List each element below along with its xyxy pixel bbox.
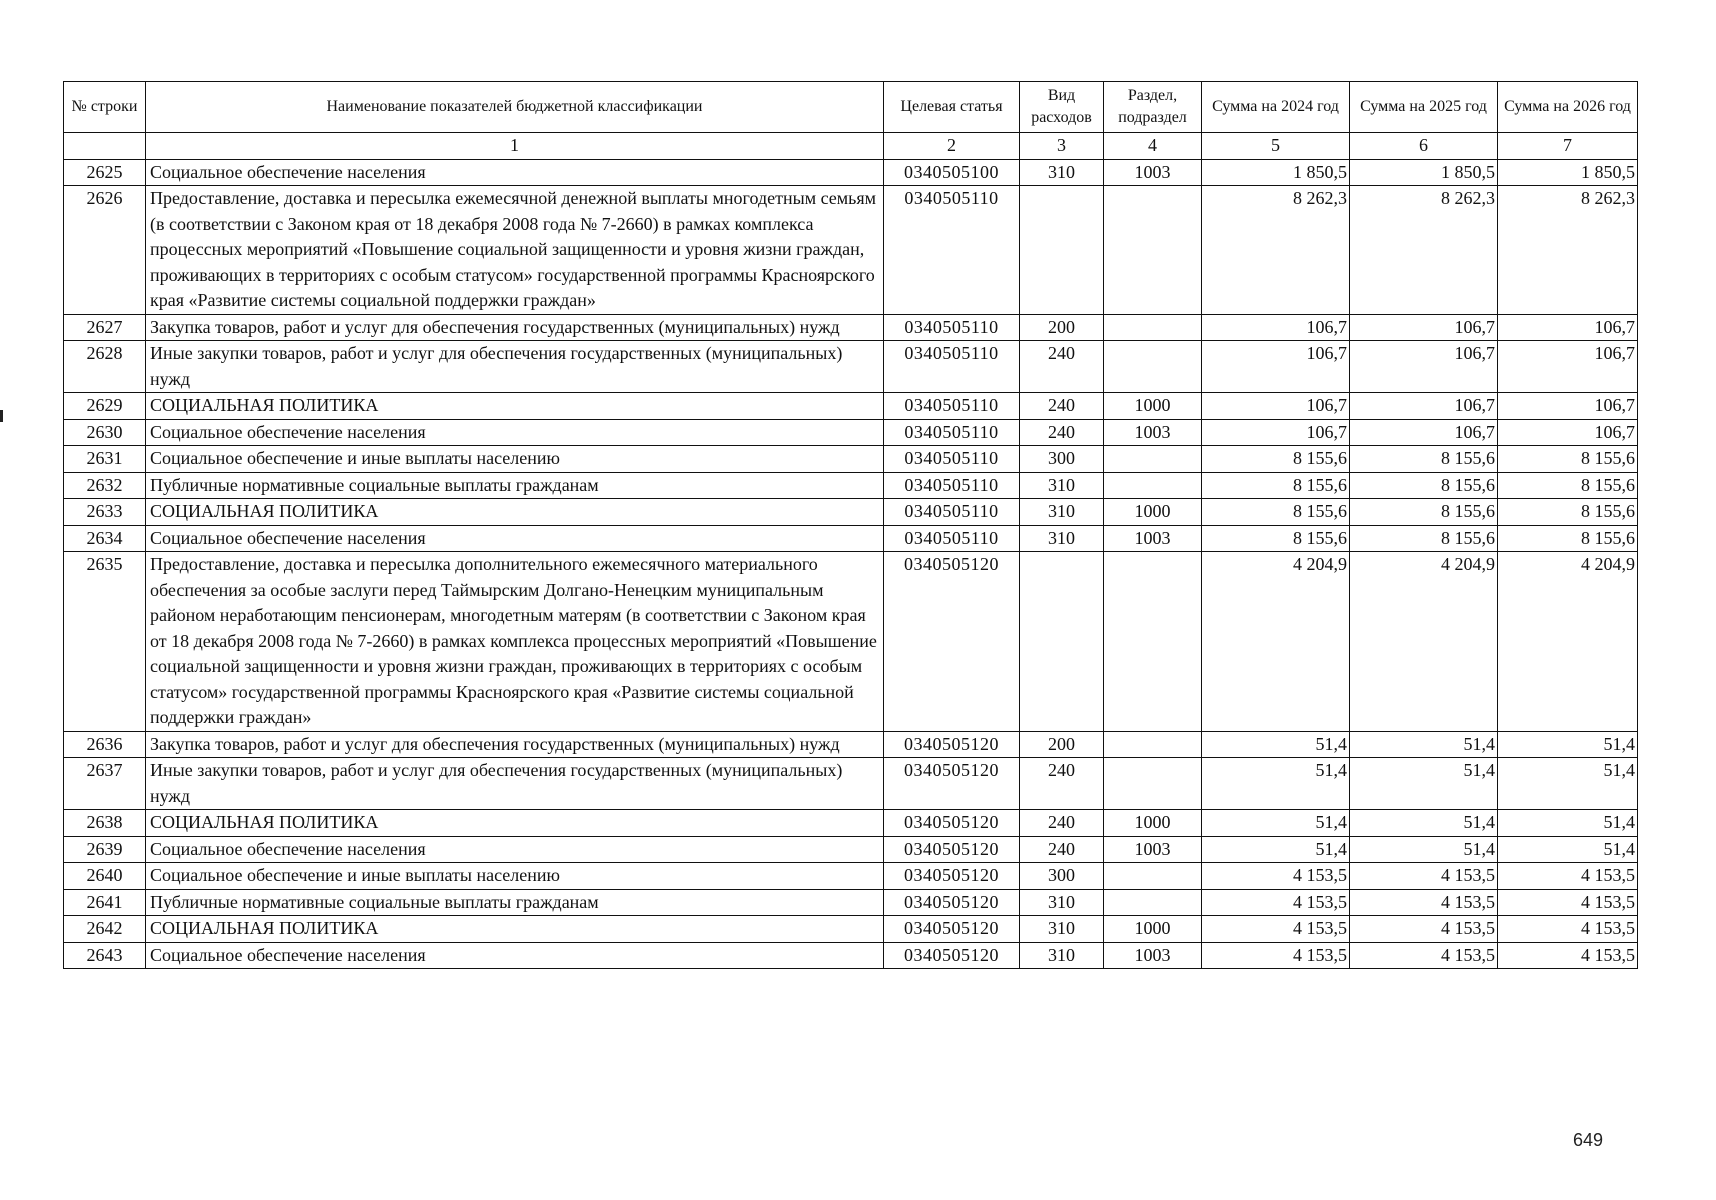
- row-section: [1104, 758, 1202, 810]
- row-expense-type: 310: [1020, 159, 1104, 186]
- row-name: Предоставление, доставка и пересылка дополнительного ежемесячного материального обеспечения за особые заслуги перед Таймырским Долгано-Ненецким муниципальным районом неработающим пенсионерам, многодетным матерям (в соответствии с Законом края от 18 декабря 2008 года № 7-2660) в рамках комплекса процессных мероприятий «Повышение социальной защищенности и уровня жизни граждан, проживающих в территориях с особым статусом» государственной программы Красноярского края «Развитие системы социальной поддержки граждан»: [146, 552, 884, 732]
- row-section: 1003: [1104, 419, 1202, 446]
- header-section: Раздел, подраздел: [1104, 82, 1202, 133]
- row-expense-type: 310: [1020, 916, 1104, 943]
- row-sum-2025: 106,7: [1350, 341, 1498, 393]
- row-expense-type: 310: [1020, 472, 1104, 499]
- row-number: 2626: [64, 186, 146, 315]
- row-target-article: 0340505120: [884, 758, 1020, 810]
- row-sum-2026: 8 155,6: [1498, 446, 1638, 473]
- row-section: [1104, 863, 1202, 890]
- row-number: 2643: [64, 942, 146, 969]
- row-target-article: 0340505120: [884, 836, 1020, 863]
- page-number: 649: [1573, 1130, 1604, 1150]
- row-sum-2024: 8 155,6: [1202, 499, 1350, 526]
- row-sum-2026: 51,4: [1498, 731, 1638, 758]
- table-row: [64, 314, 1638, 341]
- row-target-article: 0340505120: [884, 731, 1020, 758]
- row-expense-type: [1020, 186, 1104, 315]
- row-sum-2024: 4 153,5: [1202, 916, 1350, 943]
- row-name: СОЦИАЛЬНАЯ ПОЛИТИКА: [146, 810, 884, 837]
- row-target-article: 0340505110: [884, 341, 1020, 393]
- row-sum-2026: 51,4: [1498, 836, 1638, 863]
- row-sum-2025: 51,4: [1350, 731, 1498, 758]
- row-expense-type: 240: [1020, 393, 1104, 420]
- row-sum-2026: 51,4: [1498, 810, 1638, 837]
- row-sum-2024: 51,4: [1202, 836, 1350, 863]
- row-sum-2024: 51,4: [1202, 731, 1350, 758]
- row-name: Закупка товаров, работ и услуг для обеспечения государственных (муниципальных) нужд: [146, 314, 884, 341]
- row-target-article: 0340505120: [884, 916, 1020, 943]
- row-sum-2026: 4 153,5: [1498, 916, 1638, 943]
- row-number: 2638: [64, 810, 146, 837]
- row-section: 1003: [1104, 836, 1202, 863]
- row-expense-type: 310: [1020, 525, 1104, 552]
- scan-mark: [0, 410, 3, 422]
- row-expense-type: 310: [1020, 889, 1104, 916]
- row-number: 2635: [64, 552, 146, 732]
- row-sum-2024: 4 153,5: [1202, 863, 1350, 890]
- column-index: 4: [1104, 133, 1202, 160]
- row-target-article: 0340505110: [884, 472, 1020, 499]
- row-sum-2024: 8 155,6: [1202, 525, 1350, 552]
- row-sum-2026: 106,7: [1498, 341, 1638, 393]
- column-index-empty: [64, 133, 146, 160]
- row-target-article: 0340505110: [884, 419, 1020, 446]
- row-sum-2025: 51,4: [1350, 758, 1498, 810]
- row-sum-2025: 4 204,9: [1350, 552, 1498, 732]
- row-name: Социальное обеспечение населения: [146, 525, 884, 552]
- row-name: Публичные нормативные социальные выплаты гражданам: [146, 472, 884, 499]
- row-section: [1104, 314, 1202, 341]
- table-row: [64, 916, 1638, 943]
- column-index-row: [64, 133, 1638, 160]
- table-row: [64, 393, 1638, 420]
- table-row: [64, 863, 1638, 890]
- row-sum-2026: 4 153,5: [1498, 942, 1638, 969]
- row-name: Социальное обеспечение населения: [146, 836, 884, 863]
- row-target-article: 0340505110: [884, 393, 1020, 420]
- column-index: 5: [1202, 133, 1350, 160]
- row-section: 1003: [1104, 159, 1202, 186]
- row-sum-2024: 51,4: [1202, 810, 1350, 837]
- row-target-article: 0340505110: [884, 446, 1020, 473]
- table-row: [64, 552, 1638, 732]
- header-row: [64, 82, 1638, 133]
- table-row: [64, 810, 1638, 837]
- row-name: Социальное обеспечение населения: [146, 942, 884, 969]
- row-sum-2024: 4 153,5: [1202, 889, 1350, 916]
- row-number: 2637: [64, 758, 146, 810]
- row-sum-2025: 51,4: [1350, 836, 1498, 863]
- table-row: [64, 758, 1638, 810]
- row-section: [1104, 472, 1202, 499]
- row-sum-2026: 51,4: [1498, 758, 1638, 810]
- header-row-number: № строки: [64, 82, 146, 133]
- row-target-article: 0340505120: [884, 889, 1020, 916]
- row-number: 2639: [64, 836, 146, 863]
- row-sum-2025: 8 155,6: [1350, 499, 1498, 526]
- table-row: [64, 889, 1638, 916]
- row-sum-2026: 8 262,3: [1498, 186, 1638, 315]
- row-section: [1104, 552, 1202, 732]
- row-sum-2024: 51,4: [1202, 758, 1350, 810]
- row-sum-2026: 8 155,6: [1498, 525, 1638, 552]
- row-sum-2026: 4 153,5: [1498, 863, 1638, 890]
- row-number: 2628: [64, 341, 146, 393]
- row-sum-2025: 106,7: [1350, 419, 1498, 446]
- table-row: [64, 341, 1638, 393]
- row-number: 2642: [64, 916, 146, 943]
- row-name: СОЦИАЛЬНАЯ ПОЛИТИКА: [146, 393, 884, 420]
- row-sum-2025: 8 155,6: [1350, 446, 1498, 473]
- row-number: 2633: [64, 499, 146, 526]
- table-row: [64, 499, 1638, 526]
- row-expense-type: 300: [1020, 446, 1104, 473]
- row-sum-2024: 4 204,9: [1202, 552, 1350, 732]
- row-sum-2025: 8 155,6: [1350, 472, 1498, 499]
- row-sum-2025: 4 153,5: [1350, 942, 1498, 969]
- row-sum-2025: 106,7: [1350, 393, 1498, 420]
- row-name: Социальное обеспечение и иные выплаты населению: [146, 446, 884, 473]
- row-sum-2024: 4 153,5: [1202, 942, 1350, 969]
- header-sum-2025: Сумма на 2025 год: [1350, 82, 1498, 133]
- row-sum-2025: 4 153,5: [1350, 863, 1498, 890]
- header-name: Наименование показателей бюджетной классификации: [146, 82, 884, 133]
- row-sum-2025: 4 153,5: [1350, 916, 1498, 943]
- row-number: 2629: [64, 393, 146, 420]
- row-section: 1000: [1104, 393, 1202, 420]
- row-name: Социальное обеспечение и иные выплаты населению: [146, 863, 884, 890]
- budget-table: [63, 81, 1638, 969]
- row-name: СОЦИАЛЬНАЯ ПОЛИТИКА: [146, 499, 884, 526]
- header-sum-2026: Сумма на 2026 год: [1498, 82, 1638, 133]
- row-name: Иные закупки товаров, работ и услуг для обеспечения государственных (муниципальных) нужд: [146, 758, 884, 810]
- table-row: [64, 836, 1638, 863]
- row-number: 2625: [64, 159, 146, 186]
- row-expense-type: 300: [1020, 863, 1104, 890]
- row-sum-2026: 106,7: [1498, 314, 1638, 341]
- row-target-article: 0340505100: [884, 159, 1020, 186]
- row-expense-type: 240: [1020, 341, 1104, 393]
- table-body: [64, 159, 1638, 969]
- table-row: [64, 446, 1638, 473]
- row-name: Закупка товаров, работ и услуг для обеспечения государственных (муниципальных) нужд: [146, 731, 884, 758]
- row-expense-type: 310: [1020, 942, 1104, 969]
- table-row: [64, 472, 1638, 499]
- header-target-article: Целевая статья: [884, 82, 1020, 133]
- header-expense-type: Вид расходов: [1020, 82, 1104, 133]
- row-sum-2024: 106,7: [1202, 341, 1350, 393]
- row-target-article: 0340505110: [884, 314, 1020, 341]
- row-target-article: 0340505120: [884, 863, 1020, 890]
- column-index: 6: [1350, 133, 1498, 160]
- row-sum-2026: 106,7: [1498, 393, 1638, 420]
- row-section: 1000: [1104, 916, 1202, 943]
- row-sum-2025: 8 262,3: [1350, 186, 1498, 315]
- row-name: Публичные нормативные социальные выплаты гражданам: [146, 889, 884, 916]
- row-section: [1104, 446, 1202, 473]
- row-number: 2627: [64, 314, 146, 341]
- table-row: [64, 525, 1638, 552]
- row-name: Социальное обеспечение населения: [146, 419, 884, 446]
- row-sum-2026: 8 155,6: [1498, 499, 1638, 526]
- row-sum-2025: 8 155,6: [1350, 525, 1498, 552]
- row-sum-2026: 4 153,5: [1498, 889, 1638, 916]
- row-sum-2024: 106,7: [1202, 314, 1350, 341]
- row-section: 1000: [1104, 499, 1202, 526]
- table-row: [64, 419, 1638, 446]
- row-expense-type: 240: [1020, 758, 1104, 810]
- row-sum-2026: 8 155,6: [1498, 472, 1638, 499]
- row-number: 2636: [64, 731, 146, 758]
- row-section: 1000: [1104, 810, 1202, 837]
- row-number: 2630: [64, 419, 146, 446]
- row-expense-type: [1020, 552, 1104, 732]
- row-target-article: 0340505110: [884, 186, 1020, 315]
- column-index: 1: [146, 133, 884, 160]
- row-name: СОЦИАЛЬНАЯ ПОЛИТИКА: [146, 916, 884, 943]
- column-index: 2: [884, 133, 1020, 160]
- row-section: 1003: [1104, 525, 1202, 552]
- row-target-article: 0340505110: [884, 499, 1020, 526]
- column-index: 7: [1498, 133, 1638, 160]
- column-index: 3: [1020, 133, 1104, 160]
- row-number: 2632: [64, 472, 146, 499]
- table-row: [64, 159, 1638, 186]
- header-sum-2024: Сумма на 2024 год: [1202, 82, 1350, 133]
- row-name: Социальное обеспечение населения: [146, 159, 884, 186]
- row-sum-2026: 4 204,9: [1498, 552, 1638, 732]
- row-sum-2026: 106,7: [1498, 419, 1638, 446]
- row-section: [1104, 889, 1202, 916]
- row-sum-2024: 8 262,3: [1202, 186, 1350, 315]
- row-expense-type: 240: [1020, 419, 1104, 446]
- row-name: Предоставление, доставка и пересылка ежемесячной денежной выплаты многодетным семьям (в соответствии с Законом края от 18 декабря 2008 года № 7-2660) в рамках комплекса процессных мероприятий «Повышение социальной защищенности и уровня жизни граждан, проживающих в территориях с особым статусом» государственной программы Красноярского края «Развитие системы социальной поддержки граждан»: [146, 186, 884, 315]
- row-number: 2641: [64, 889, 146, 916]
- row-target-article: 0340505120: [884, 810, 1020, 837]
- row-section: 1003: [1104, 942, 1202, 969]
- row-sum-2025: 4 153,5: [1350, 889, 1498, 916]
- row-sum-2024: 8 155,6: [1202, 472, 1350, 499]
- row-section: [1104, 341, 1202, 393]
- row-expense-type: 240: [1020, 810, 1104, 837]
- row-expense-type: 310: [1020, 499, 1104, 526]
- row-number: 2631: [64, 446, 146, 473]
- row-target-article: 0340505110: [884, 525, 1020, 552]
- row-sum-2026: 1 850,5: [1498, 159, 1638, 186]
- row-sum-2025: 51,4: [1350, 810, 1498, 837]
- row-sum-2025: 106,7: [1350, 314, 1498, 341]
- table-row: [64, 731, 1638, 758]
- row-target-article: 0340505120: [884, 552, 1020, 732]
- table-row: [64, 942, 1638, 969]
- row-sum-2024: 106,7: [1202, 393, 1350, 420]
- row-expense-type: 240: [1020, 836, 1104, 863]
- row-sum-2024: 106,7: [1202, 419, 1350, 446]
- row-number: 2634: [64, 525, 146, 552]
- row-sum-2025: 1 850,5: [1350, 159, 1498, 186]
- row-target-article: 0340505120: [884, 942, 1020, 969]
- table-row: [64, 186, 1638, 315]
- row-expense-type: 200: [1020, 314, 1104, 341]
- row-section: [1104, 731, 1202, 758]
- row-sum-2024: 1 850,5: [1202, 159, 1350, 186]
- row-expense-type: 200: [1020, 731, 1104, 758]
- row-number: 2640: [64, 863, 146, 890]
- row-section: [1104, 186, 1202, 315]
- row-name: Иные закупки товаров, работ и услуг для обеспечения государственных (муниципальных) нужд: [146, 341, 884, 393]
- row-sum-2024: 8 155,6: [1202, 446, 1350, 473]
